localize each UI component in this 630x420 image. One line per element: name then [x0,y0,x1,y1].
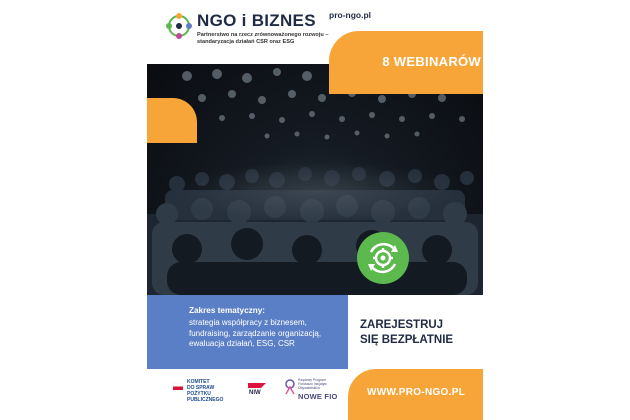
kpp-line3: POŻYTKU [187,391,211,397]
audience-photo [147,64,483,295]
poland-flag-icon [173,383,183,390]
poster [147,0,483,420]
brand-subtitle: Partnerstwo na rzecz zrównoważonego rozwoju – standaryzacja działań CSR oraz ESG [197,32,329,45]
ngo-logo-icon [165,12,193,40]
register-line1: ZAREJESTRUJ [360,319,444,331]
svg-text:NIW: NIW [249,390,261,396]
webinars-count: 8 WEBINARÓW [382,54,481,69]
register-cta[interactable] [360,318,453,348]
fio-logo-icon [284,379,296,395]
kpp-logo [187,379,223,403]
fio-logo-text: NOWE FIO [298,392,338,401]
brand-title: NGO i BIZNES [197,11,316,30]
topics-title: Zakres tematyczny: [189,306,265,315]
kpp-line4: PUBLICZNEGO [187,397,224,403]
fio-program-text: Rządowy Program Funduszu Inicjatyw Obywatelskich [298,378,327,391]
site-link-top[interactable]: pro-ngo.pl [329,10,372,20]
orange-decoration [147,98,197,143]
niw-logo-icon [246,380,268,396]
kpp-line1: KOMITET [187,379,210,385]
brand [197,12,337,46]
kpp-line2: DO SPRAW [187,385,215,391]
register-line2: SIĘ BEZPŁATNIE [360,334,454,346]
sustainability-gear-icon [357,232,409,284]
topics-text: strategia współpracy z biznesem, fundraising, zarządzanie organizacją, ewaluacja działań, ESG, CSR [189,318,322,348]
audience-illustration [147,64,483,295]
site-link-bottom[interactable]: WWW.PRO-NGO.PL [367,387,466,398]
